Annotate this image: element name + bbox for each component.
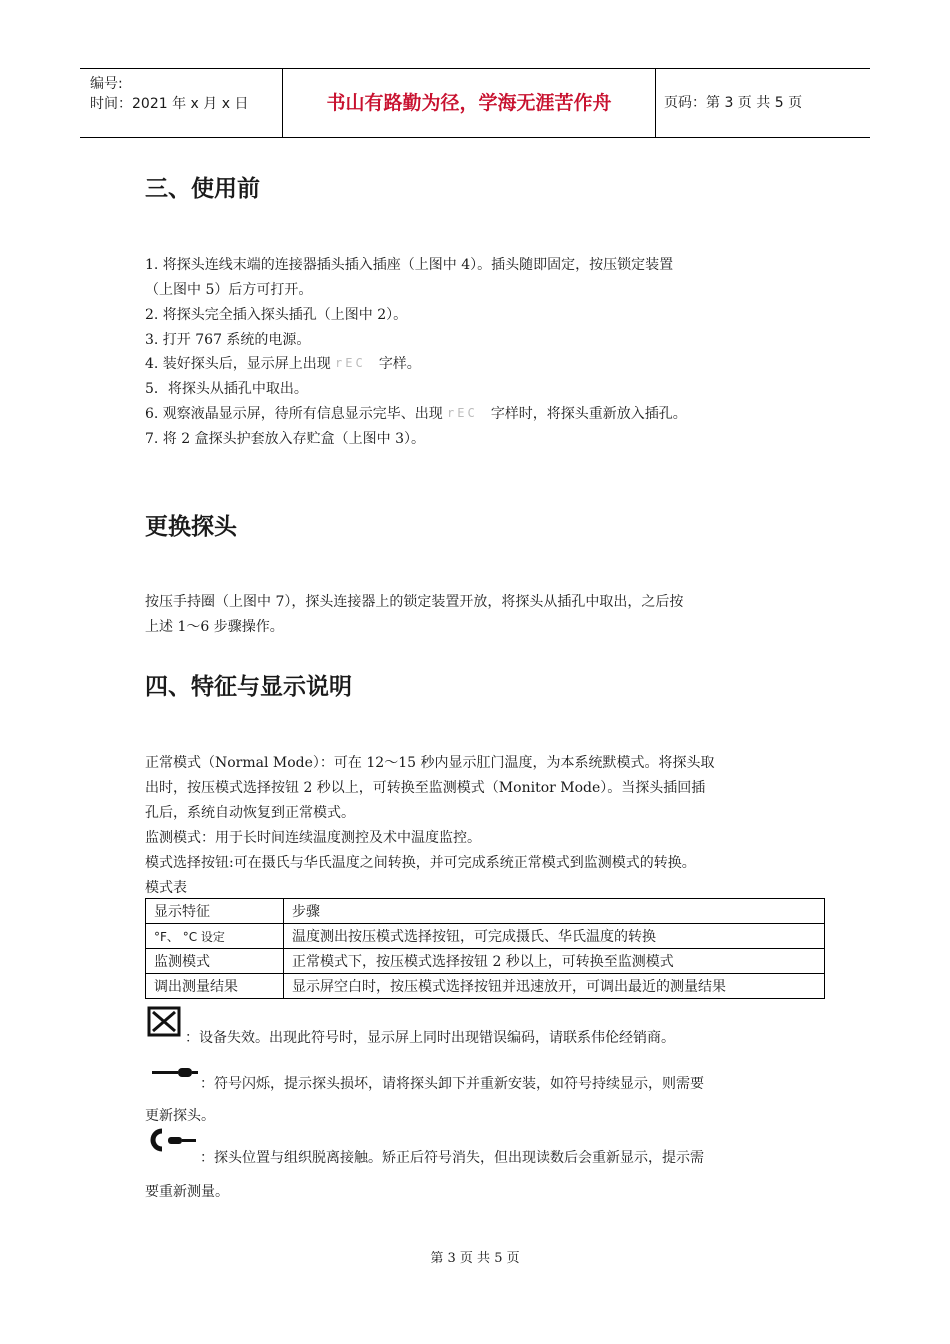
probe-contact-description-1: ：探头位置与组织脱离接触。矫正后符号消失，但出现读数后会重新显示，提示需: [200, 1150, 704, 1166]
doc-number: 编号:: [90, 76, 123, 92]
table-cell: 显示屏空白时，按压模式选择按钮并迅速放开，可调出最近的测量结果: [284, 974, 825, 999]
table-cell: 调出测量结果: [146, 974, 284, 999]
step-1-line-1: 1. 将探头连线末端的连接器插头插入插座（上图中 4）。插头随即固定，按压锁定装置: [145, 257, 674, 273]
broken-probe-description-2: 更新探头。: [145, 1108, 215, 1124]
doc-date: 时间：2021 年 x 月 x 日: [90, 96, 249, 112]
table-cell: 正常模式下，按压模式选择按钮 2 秒以上，可转换至监测模式: [284, 949, 825, 974]
table-header-row: [146, 899, 825, 924]
table-cell: °F、 °C 设定: [146, 924, 284, 949]
probe-contact-icon: [150, 1128, 200, 1156]
table-header-cell: 步骤: [284, 899, 825, 924]
normal-mode-line-1: 正常模式（Normal Mode）：可在 12～15 秒内显示肛门温度，为本系统默模式。将探头取: [145, 755, 715, 771]
mode-button-line: 模式选择按钮:可在摄氏与华氏温度之间转换，并可完成系统正常模式到监测模式的转换。: [145, 855, 696, 871]
step-6-text-b: 字样时，将探头重新放入插孔。: [490, 406, 687, 422]
step-7: 7. 将 2 盒探头护套放入存贮盒（上图中 3）。: [145, 431, 425, 447]
header-meta-cell: [80, 69, 283, 137]
step-4: [145, 353, 421, 373]
rec-symbol: rEC: [334, 356, 366, 369]
replace-probe-title: 更换探头: [145, 514, 237, 540]
broken-probe-icon: [152, 1064, 200, 1086]
replace-line-2: 上述 1～6 步骤操作。: [145, 619, 284, 635]
step-1-line-2: （上图中 5）后方可打开。: [145, 282, 313, 298]
page-header: [80, 68, 870, 138]
normal-mode-line-3: 孔后，系统自动恢复到正常模式。: [145, 805, 355, 821]
rec-display-icon: [447, 405, 487, 423]
table-row: [146, 974, 825, 999]
step-4-text-b: 字样。: [378, 356, 421, 372]
step-6: [145, 403, 687, 423]
error-box-icon: [147, 1006, 183, 1042]
mode-table: [145, 898, 825, 999]
monitor-mode-line: 监测模式：用于长时间连续温度测控及术中温度监控。: [145, 830, 481, 846]
section-4-title: 四、特征与显示说明: [145, 674, 352, 700]
table-header-cell: 显示特征: [146, 899, 284, 924]
mode-table-caption: 模式表: [145, 880, 187, 896]
step-2: 2. 将探头完全插入探头插孔（上图中 2）。: [145, 307, 408, 323]
table-row: [146, 924, 825, 949]
step-5: 5．将探头从插孔中取出。: [145, 381, 308, 397]
header-page-info: 页码：第 3 页 共 5 页: [664, 95, 803, 111]
table-row: [146, 949, 825, 974]
step-3: 3. 打开 767 系统的电源。: [145, 332, 311, 348]
table-cell: 监测模式: [146, 949, 284, 974]
rec-symbol: rEC: [446, 406, 478, 419]
section-3-title: 三、使用前: [145, 176, 260, 202]
probe-contact-description-2: 要重新测量。: [145, 1184, 229, 1200]
header-motto: 书山有路勤为径，学海无涯苦作舟: [283, 69, 656, 137]
broken-probe-description-1: ：符号闪烁，提示探头损坏，请将探头卸下并重新安装，如符号持续显示，则需要: [200, 1076, 704, 1092]
replace-line-1: 按压手持圈（上图中 7），探头连接器上的锁定装置开放，将探头从插孔中取出，之后按: [145, 594, 684, 610]
page-footer: 第 3 页 共 5 页: [430, 1251, 520, 1266]
step-6-text-a: 6. 观察液晶显示屏，待所有信息显示完毕、出现: [145, 406, 443, 422]
step-4-text-a: 4. 装好探头后，显示屏上出现: [145, 356, 331, 372]
error-box-description: ：设备失效。出现此符号时，显示屏上同时出现错误编码，请联系伟伦经销商。: [185, 1030, 675, 1046]
normal-mode-line-2: 出时，按压模式选择按钮 2 秒以上，可转换至监测模式（Monitor Mode）。当探头插回插: [145, 780, 706, 796]
table-cell: 温度测出按压模式选择按钮，可完成摄氏、华氏温度的转换: [284, 924, 825, 949]
rec-display-icon: [335, 355, 375, 373]
